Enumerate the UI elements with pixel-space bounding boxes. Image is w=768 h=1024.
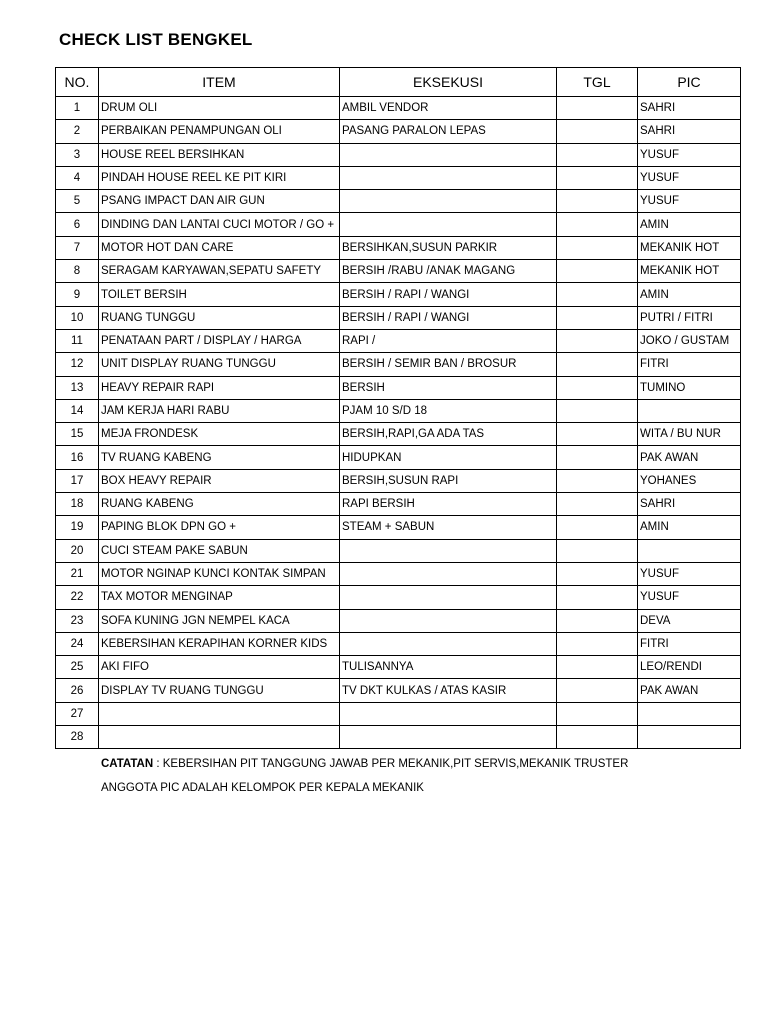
note-anggota: ANGGOTA PIC ADALAH KELOMPOK PER KEPALA MEKANIK: [101, 782, 424, 794]
cell-tgl: [557, 586, 638, 609]
note-catatan-label: CATATAN: [101, 758, 154, 770]
cell-no: 7: [56, 236, 99, 259]
cell-item: PINDAH HOUSE REEL KE PIT KIRI: [99, 166, 340, 189]
table-row: [56, 353, 741, 376]
table-row: [56, 329, 741, 352]
cell-eksekusi: AMBIL VENDOR: [340, 97, 557, 120]
cell-pic: PUTRI / FITRI: [638, 306, 741, 329]
cell-item: KEBERSIHAN KERAPIHAN KORNER KIDS: [99, 632, 340, 655]
table-row: [56, 190, 741, 213]
table-row: [56, 260, 741, 283]
cell-eksekusi: [340, 213, 557, 236]
cell-pic: YUSUF: [638, 166, 741, 189]
cell-item: JAM KERJA HARI RABU: [99, 399, 340, 422]
cell-no: 22: [56, 586, 99, 609]
cell-eksekusi: RAPI BERSIH: [340, 493, 557, 516]
cell-pic: YUSUF: [638, 562, 741, 585]
cell-tgl: [557, 260, 638, 283]
cell-tgl: [557, 446, 638, 469]
cell-no: 17: [56, 469, 99, 492]
cell-eksekusi: [340, 190, 557, 213]
cell-tgl: [557, 423, 638, 446]
cell-tgl: [557, 329, 638, 352]
cell-item: SOFA KUNING JGN NEMPEL KACA: [99, 609, 340, 632]
cell-item: [99, 726, 340, 749]
cell-no: 10: [56, 306, 99, 329]
cell-pic: YUSUF: [638, 586, 741, 609]
cell-eksekusi: BERSIH / RAPI / WANGI: [340, 306, 557, 329]
cell-pic: MEKANIK HOT: [638, 236, 741, 259]
table-row: [56, 516, 741, 539]
cell-item: HOUSE REEL BERSIHKAN: [99, 143, 340, 166]
cell-item: TOILET BERSIH: [99, 283, 340, 306]
cell-eksekusi: TULISANNYA: [340, 656, 557, 679]
cell-tgl: [557, 679, 638, 702]
cell-pic: YOHANES: [638, 469, 741, 492]
cell-no: 9: [56, 283, 99, 306]
cell-pic: AMIN: [638, 213, 741, 236]
table-row: [56, 656, 741, 679]
cell-pic: WITA / BU NUR: [638, 423, 741, 446]
cell-item: HEAVY REPAIR RAPI: [99, 376, 340, 399]
cell-tgl: [557, 726, 638, 749]
cell-item: [99, 702, 340, 725]
cell-no: 21: [56, 562, 99, 585]
cell-pic: DEVA: [638, 609, 741, 632]
cell-no: 6: [56, 213, 99, 236]
cell-eksekusi: RAPI /: [340, 329, 557, 352]
cell-tgl: [557, 493, 638, 516]
cell-tgl: [557, 190, 638, 213]
cell-item: MEJA FRONDESK: [99, 423, 340, 446]
table-body: [56, 97, 741, 749]
cell-tgl: [557, 97, 638, 120]
table-row: [56, 143, 741, 166]
cell-pic: TUMINO: [638, 376, 741, 399]
table-row: [56, 446, 741, 469]
table-row: [56, 632, 741, 655]
table-row: [56, 166, 741, 189]
cell-item: PERBAIKAN PENAMPUNGAN OLI: [99, 120, 340, 143]
cell-no: 28: [56, 726, 99, 749]
note-catatan: [101, 758, 628, 770]
cell-pic: YUSUF: [638, 143, 741, 166]
header-pic: PIC: [638, 68, 741, 97]
cell-no: 19: [56, 516, 99, 539]
cell-eksekusi: STEAM + SABUN: [340, 516, 557, 539]
cell-tgl: [557, 656, 638, 679]
cell-item: TAX MOTOR MENGINAP: [99, 586, 340, 609]
cell-eksekusi: BERSIH,RAPI,GA ADA TAS: [340, 423, 557, 446]
cell-item: RUANG KABENG: [99, 493, 340, 516]
cell-no: 11: [56, 329, 99, 352]
cell-item: MOTOR HOT DAN CARE: [99, 236, 340, 259]
table-row: [56, 562, 741, 585]
cell-eksekusi: [340, 586, 557, 609]
cell-no: 23: [56, 609, 99, 632]
table-row: [56, 306, 741, 329]
cell-no: 20: [56, 539, 99, 562]
cell-item: SERAGAM KARYAWAN,SEPATU SAFETY: [99, 260, 340, 283]
cell-eksekusi: BERSIH: [340, 376, 557, 399]
table-row: [56, 213, 741, 236]
cell-no: 8: [56, 260, 99, 283]
table-row: [56, 423, 741, 446]
cell-tgl: [557, 632, 638, 655]
cell-tgl: [557, 469, 638, 492]
cell-pic: YUSUF: [638, 190, 741, 213]
cell-pic: LEO/RENDI: [638, 656, 741, 679]
checklist-table: [55, 67, 741, 749]
cell-eksekusi: PJAM 10 S/D 18: [340, 399, 557, 422]
table-row: [56, 120, 741, 143]
cell-no: 1: [56, 97, 99, 120]
cell-eksekusi: PASANG PARALON LEPAS: [340, 120, 557, 143]
cell-no: 24: [56, 632, 99, 655]
cell-tgl: [557, 399, 638, 422]
cell-pic: FITRI: [638, 632, 741, 655]
header-item: ITEM: [99, 68, 340, 97]
table-row: [56, 283, 741, 306]
cell-eksekusi: HIDUPKAN: [340, 446, 557, 469]
cell-item: RUANG TUNGGU: [99, 306, 340, 329]
cell-tgl: [557, 166, 638, 189]
cell-pic: PAK AWAN: [638, 679, 741, 702]
table-row: [56, 609, 741, 632]
table-row: [56, 679, 741, 702]
table-row: [56, 399, 741, 422]
cell-item: AKI FIFO: [99, 656, 340, 679]
cell-pic: [638, 702, 741, 725]
cell-tgl: [557, 213, 638, 236]
cell-pic: PAK AWAN: [638, 446, 741, 469]
cell-tgl: [557, 120, 638, 143]
cell-item: UNIT DISPLAY RUANG TUNGGU: [99, 353, 340, 376]
header-tgl: TGL: [557, 68, 638, 97]
cell-eksekusi: TV DKT KULKAS / ATAS KASIR: [340, 679, 557, 702]
cell-tgl: [557, 516, 638, 539]
cell-pic: SAHRI: [638, 97, 741, 120]
cell-no: 14: [56, 399, 99, 422]
cell-eksekusi: [340, 539, 557, 562]
cell-item: BOX HEAVY REPAIR: [99, 469, 340, 492]
cell-item: CUCI STEAM PAKE SABUN: [99, 539, 340, 562]
cell-item: DISPLAY TV RUANG TUNGGU: [99, 679, 340, 702]
page-title: CHECK LIST BENGKEL: [59, 30, 253, 49]
cell-eksekusi: BERSIH,SUSUN RAPI: [340, 469, 557, 492]
cell-tgl: [557, 283, 638, 306]
table-row: [56, 469, 741, 492]
cell-item: TV RUANG KABENG: [99, 446, 340, 469]
cell-pic: SAHRI: [638, 493, 741, 516]
cell-no: 13: [56, 376, 99, 399]
cell-pic: AMIN: [638, 516, 741, 539]
cell-item: DINDING DAN LANTAI CUCI MOTOR / GO +: [99, 213, 340, 236]
cell-no: 15: [56, 423, 99, 446]
cell-eksekusi: [340, 702, 557, 725]
cell-eksekusi: BERSIH / RAPI / WANGI: [340, 283, 557, 306]
cell-item: MOTOR NGINAP KUNCI KONTAK SIMPAN: [99, 562, 340, 585]
cell-tgl: [557, 609, 638, 632]
cell-pic: MEKANIK HOT: [638, 260, 741, 283]
table-row: [56, 97, 741, 120]
cell-eksekusi: [340, 166, 557, 189]
cell-eksekusi: [340, 726, 557, 749]
header-no: NO.: [56, 68, 99, 97]
cell-eksekusi: [340, 632, 557, 655]
table-row: [56, 493, 741, 516]
cell-pic: AMIN: [638, 283, 741, 306]
cell-item: PENATAAN PART / DISPLAY / HARGA: [99, 329, 340, 352]
cell-eksekusi: [340, 143, 557, 166]
cell-no: 18: [56, 493, 99, 516]
cell-tgl: [557, 306, 638, 329]
cell-pic: FITRI: [638, 353, 741, 376]
cell-eksekusi: BERSIH / SEMIR BAN / BROSUR: [340, 353, 557, 376]
cell-pic: SAHRI: [638, 120, 741, 143]
cell-eksekusi: BERSIH /RABU /ANAK MAGANG: [340, 260, 557, 283]
cell-pic: JOKO / GUSTAM: [638, 329, 741, 352]
cell-tgl: [557, 236, 638, 259]
cell-pic: [638, 399, 741, 422]
table-row: [56, 236, 741, 259]
note-catatan-text: : KEBERSIHAN PIT TANGGUNG JAWAB PER MEKANIK,PIT SERVIS,MEKANIK TRUSTER: [153, 758, 629, 770]
cell-no: 16: [56, 446, 99, 469]
cell-eksekusi: BERSIHKAN,SUSUN PARKIR: [340, 236, 557, 259]
table-row: [56, 726, 741, 749]
cell-no: 2: [56, 120, 99, 143]
table-row: [56, 702, 741, 725]
cell-item: PAPING BLOK DPN GO +: [99, 516, 340, 539]
cell-no: 26: [56, 679, 99, 702]
cell-no: 5: [56, 190, 99, 213]
cell-item: PSANG IMPACT DAN AIR GUN: [99, 190, 340, 213]
cell-eksekusi: [340, 562, 557, 585]
cell-tgl: [557, 562, 638, 585]
cell-no: 4: [56, 166, 99, 189]
cell-pic: [638, 726, 741, 749]
cell-pic: [638, 539, 741, 562]
table-row: [56, 539, 741, 562]
table-row: [56, 376, 741, 399]
cell-no: 25: [56, 656, 99, 679]
header-eksekusi: EKSEKUSI: [340, 68, 557, 97]
cell-tgl: [557, 539, 638, 562]
cell-eksekusi: [340, 609, 557, 632]
cell-tgl: [557, 702, 638, 725]
cell-tgl: [557, 353, 638, 376]
cell-item: DRUM OLI: [99, 97, 340, 120]
cell-no: 27: [56, 702, 99, 725]
cell-no: 12: [56, 353, 99, 376]
table-row: [56, 586, 741, 609]
cell-no: 3: [56, 143, 99, 166]
cell-tgl: [557, 376, 638, 399]
cell-tgl: [557, 143, 638, 166]
table-header-row: [56, 68, 741, 97]
